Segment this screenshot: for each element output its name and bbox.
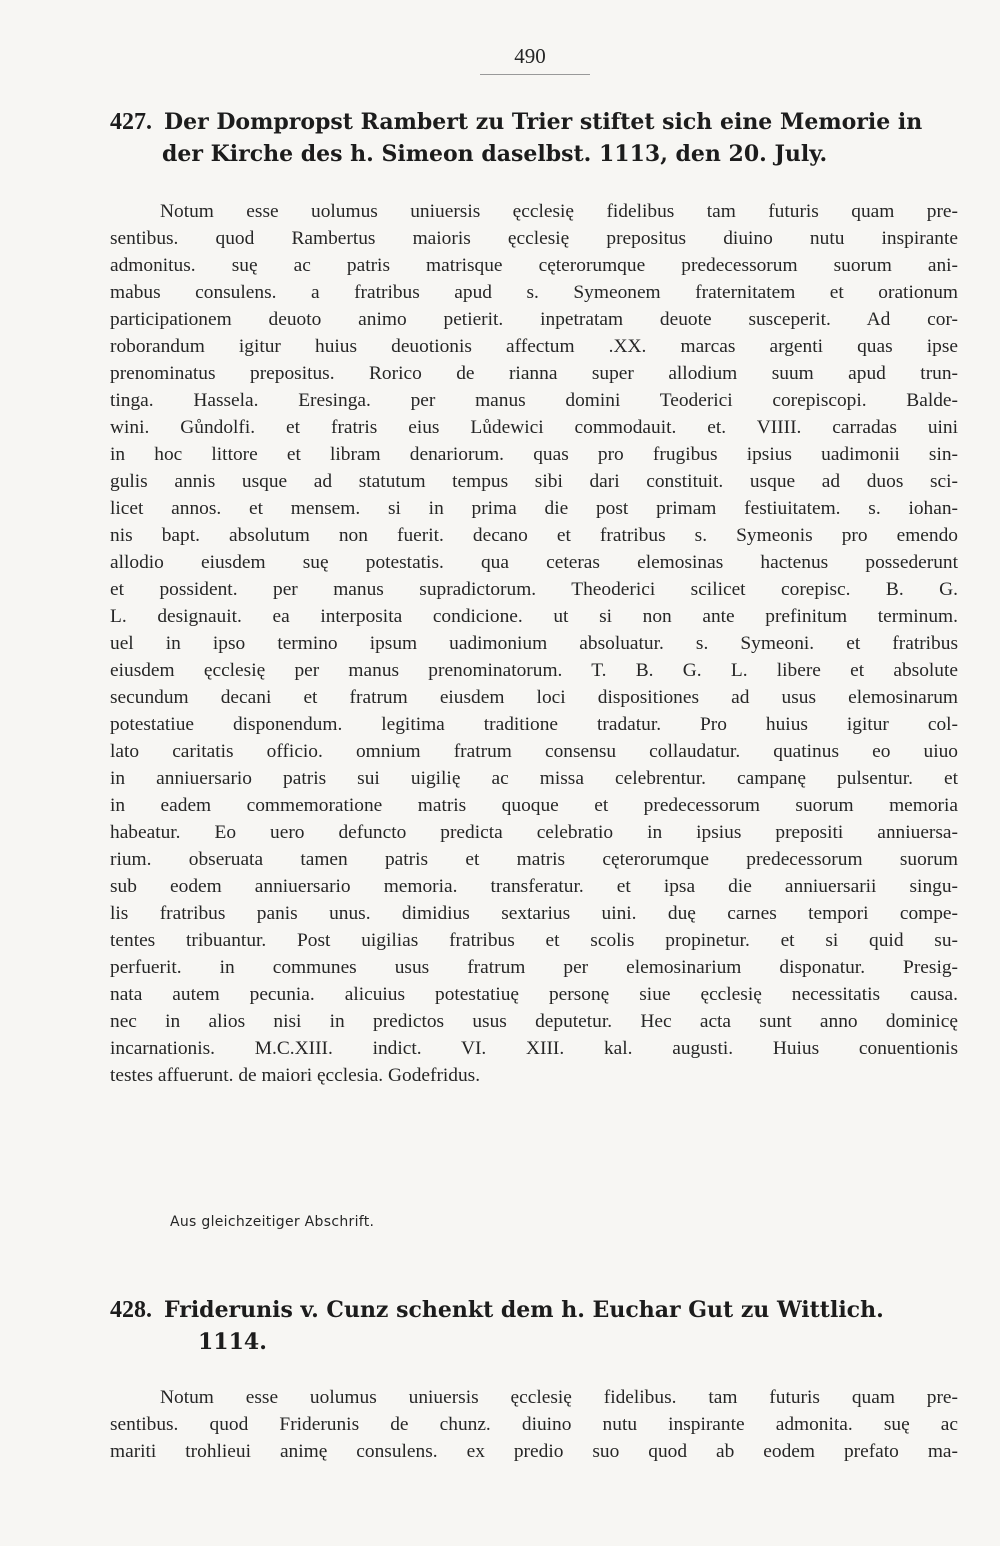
page-number: 490 xyxy=(514,44,546,68)
text-line: in eadem commemoratione matris quoque et predecessorum suorum memoria xyxy=(110,795,958,816)
entry-427-title-line2: der Kirche des h. Simeon daselbst. 1113, den 20. July. xyxy=(162,141,828,167)
entry-427-title-line1: Der Dompropst Rambert zu Trier stiftet sich eine Memorie in xyxy=(164,109,923,135)
text-line: nis bapt. absolutum non fuerit. decano et fratribus s. Symeonis pro emendo xyxy=(110,525,958,546)
text-line: nec in alios nisi in predictos usus deputetur. Hec acta sunt anno dominicę xyxy=(110,1011,958,1032)
text-line: in hoc littore et libram denariorum. quas pro frugibus ipsius uadimonii sin- xyxy=(110,444,958,465)
text-line: testes affuerunt. de maiori ęcclesia. Godefridus. xyxy=(110,1065,481,1086)
source-note: Aus gleichzeitiger Abschrift. xyxy=(170,1214,375,1230)
text-line: participationem deuoto animo petierit. inpetratam deuote susceperit. Ad cor- xyxy=(110,309,958,330)
text-line: tinga. Hassela. Eresinga. per manus domini Teoderici corepiscopi. Balde- xyxy=(110,390,958,411)
entry-427-number: 427. xyxy=(110,109,152,135)
text-line: potestatiue disponendum. legitima traditione tradatur. Pro huius igitur col- xyxy=(110,714,958,735)
text-line: roborandum igitur huius deuotionis affectum .XX. marcas argenti quas ipse xyxy=(110,336,958,357)
entry-428-title-line2: 1114. xyxy=(198,1329,267,1355)
text-line: prenominatus prepositus. Rorico de rianna super allodium suum apud trun- xyxy=(110,363,958,384)
text-line: lis fratribus panis unus. dimidius sextarius uini. duę carnes tempori compe- xyxy=(110,903,958,924)
text-line: sub eodem anniuersario memoria. transferatur. et ipsa die anniuersarii singu- xyxy=(110,876,958,897)
entry-428-title-line1: Friderunis v. Cunz schenkt dem h. Euchar Gut zu Wittlich. xyxy=(164,1297,884,1323)
text-line: perfuerit. in communes usus fratrum per elemosinarium disponatur. Presig- xyxy=(110,957,958,978)
entry-428-number: 428. xyxy=(110,1297,152,1323)
text-line: lato caritatis officio. omnium fratrum consensu collaudatur. quatinus eo uiuo xyxy=(110,741,958,762)
text-line: mariti trohlieui animę consulens. ex predio suo quod ab eodem prefato ma- xyxy=(110,1441,958,1462)
text-line: et possident. per manus supradictorum. Theoderici scilicet corepisc. B. G. xyxy=(110,579,958,600)
text-line: uel in ipso termino ipsum uadimonium absoluatur. s. Symeoni. et fratribus xyxy=(110,633,958,654)
entry-428-heading xyxy=(110,1294,970,1358)
text-line: in anniuersario patris sui uigilię ac missa celebrentur. campanę pulsentur. et xyxy=(110,768,958,789)
text-line: habeatur. Eo uero defuncto predicta celebratio in ipsius prepositi anniuersa- xyxy=(110,822,958,843)
text-line: admonitus. suę ac patris matrisque cęterorumque predecessorum suorum ani- xyxy=(110,255,958,276)
text-line: Notum esse uolumus uniuersis ęcclesię fidelibus. tam futuris quam pre- xyxy=(160,1387,958,1408)
text-line: allodio eiusdem suę potestatis. qua ceteras elemosinas hactenus possederunt xyxy=(110,552,958,573)
text-line: incarnationis. M.C.XIII. indict. VI. XIII. kal. augusti. Huius conuentionis xyxy=(110,1038,958,1059)
text-line: wini. Gůndolfi. et fratris eius Lůdewici commodauit. et. VIIII. carradas uini xyxy=(110,417,958,438)
text-line: sentibus. quod Rambertus maioris ęcclesię prepositus diuino nutu inspirante xyxy=(110,228,958,249)
text-line: licet annos. et mensem. si in prima die post primam festiuitatem. s. iohan- xyxy=(110,498,958,519)
text-line: mabus consulens. a fratribus apud s. Symeonem fraternitatem et orationum xyxy=(110,282,958,303)
text-line: gulis annis usque ad statutum tempus sibi dari constituit. usque ad duos sci- xyxy=(110,471,958,492)
page-number-rule xyxy=(480,74,590,75)
text-line: secundum decani et fratrum eiusdem loci dispositiones ad usus elemosinarum xyxy=(110,687,958,708)
entry-428-body xyxy=(110,1384,958,1465)
text-line: tentes tribuantur. Post uigilias fratribus et scolis propinetur. et si quid su- xyxy=(110,930,958,951)
text-line: Notum esse uolumus uniuersis ęcclesię fidelibus tam futuris quam pre- xyxy=(160,201,958,222)
text-line: rium. obseruata tamen patris et matris cęterorumque predecessorum suorum xyxy=(110,849,958,870)
text-line: sentibus. quod Friderunis de chunz. diuino nutu inspirante admonita. suę ac xyxy=(110,1414,958,1435)
entry-427-body xyxy=(110,198,958,1089)
text-line: eiusdem ęcclesię per manus prenominatorum. T. B. G. L. libere et absolute xyxy=(110,660,958,681)
text-line: L. designauit. ea interposita condicione. ut si non ante prefinitum terminum. xyxy=(110,606,958,627)
text-line: nata autem pecunia. alicuius potestatiuę personę siue ęcclesię necessitatis causa. xyxy=(110,984,958,1005)
entry-427-heading xyxy=(110,106,970,170)
